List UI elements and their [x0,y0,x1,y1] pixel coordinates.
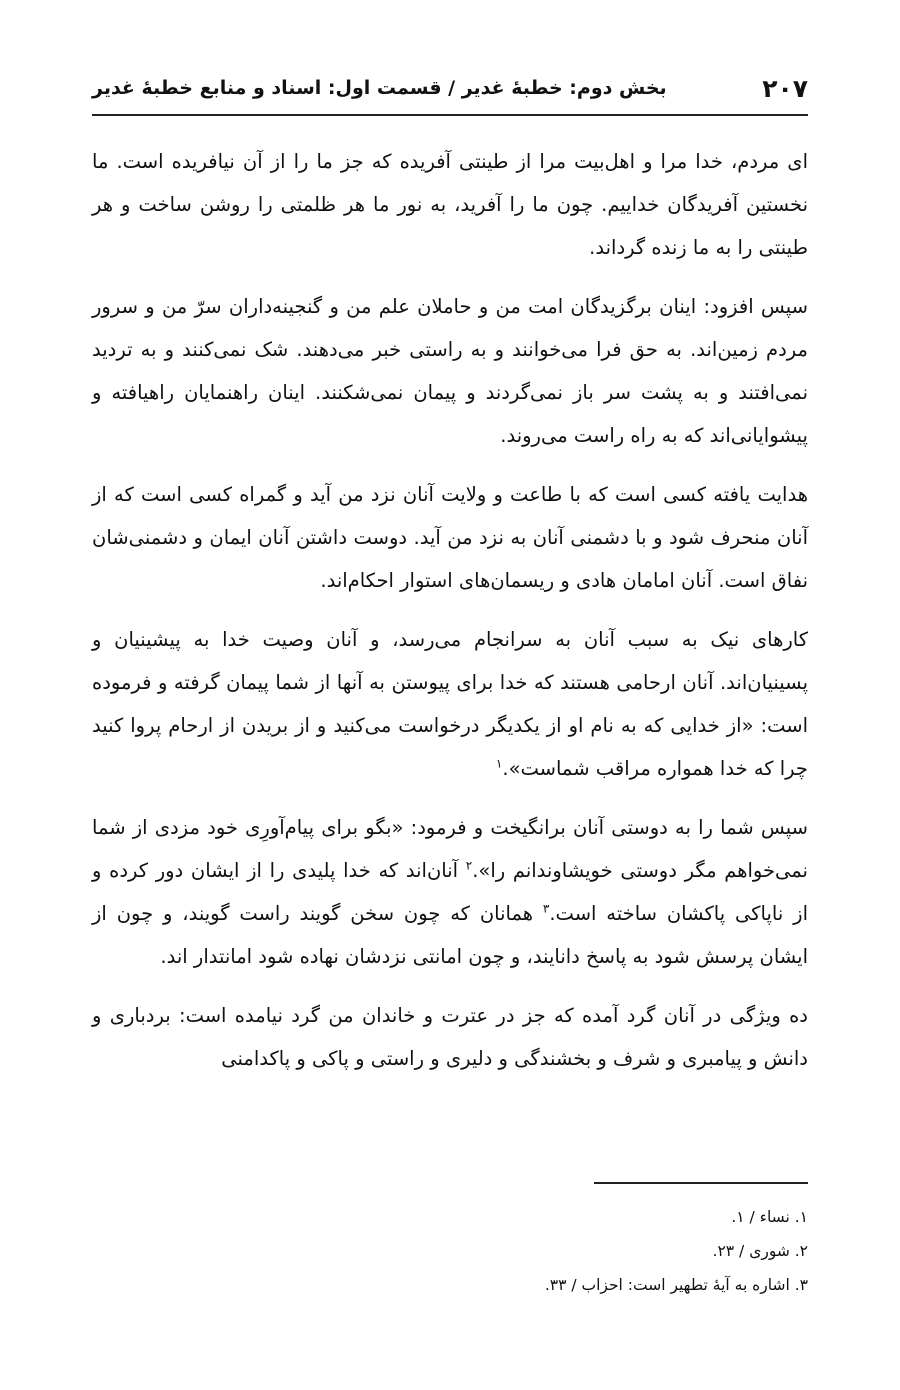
page-header [92,62,808,116]
paragraph-1: ای مردم، خدا مرا و اهل‌بیت مرا از طینتی آفریده که جز ما را از آن نیافریده است. ما نخستین آفریدگان خداییم. چون ما را آفرید، به نور ما هر ظلمتی را روشن ساخت و هر طینتی را به ما زنده گرداند. [92,150,808,259]
paragraph-4: کارهای نیک به سبب آنان به سرانجام می‌رسد، و آنان وصیت خدا به پیشینیان و پسینیان‌اند. آنان ارحامی هستند که خدا برای پیوستن به آنها از شما پیمان گرفته و فرموده است: «از خدایی که به نام او از یکدیگر درخواست می‌کنید و از بریدن از ارحام پروا کنید چرا که خدا همواره مراقب شماست».$^۱$ [92,628,808,780]
footnote-1: ۱. نساء / ۱. [731,1208,808,1226]
footnote-3: ۳. اشاره به آیهٔ تطهیر است: احزاب / ۳۳. [544,1276,808,1294]
footnotes [92,1200,808,1302]
footnote-marker[interactable]: ۱ [495,756,503,771]
footnote-marker[interactable]: ۳ [542,901,550,916]
paragraph-6: ده ویژگی در آنان گرد آمده که جز در عترت و خاندان من گرد نیامده است: بردباری و دانش و پیامبری و شرف و بخشندگی و دلیری و راستی و پاکی و پاکدامنی [92,1004,808,1070]
footnote-marker[interactable]: ۲ [465,858,473,873]
paragraph-5: سپس شما را به دوستی آنان برانگیخت و فرمود: «بگو برای پیام‌آورِی خود مزدی از شما نمی‌خواهم مگر دوستی خویشاوندانم را».$^۲$ آنان‌اند که خدا پلیدی را از ایشان دور کرده و از ناپاکی پاکشان ساخته است.$^۳$ همانان که چون سخن گویند راست گویند، و چون از ایشان پرسش شود به پاسخ دانایند، و چون امانتی نزدشان نهاده شود امانتدار اند. [92,816,808,968]
paragraph-2: سپس افزود: اینان برگزیدگان امت من و حاملان علم من و گنجینه‌داران سرّ من و سرور مردم زمین‌اند. به حق فرا می‌خوانند و به راستی خبر می‌دهند. شک نمی‌کنند و به تردید نمی‌افتند و به پشت سر باز نمی‌گردند و پیمان نمی‌شکنند. اینان راهنمایان راهیافته و پیشوایانی‌اند که به راه راست می‌روند. [92,295,808,447]
footnote-divider [594,1182,808,1184]
page-number: ۲۰۷ [762,73,808,103]
body-text [92,140,808,1096]
running-title: بخش دوم: خطبهٔ غدیر / قسمت اول: اسناد و منابع خطبهٔ غدیر [92,77,667,99]
paragraph-3: هدایت یافته کسی است که با طاعت و ولایت آنان نزد من آید و گمراه کسی است که از آنان منحرف شود و با دشمنی آنان به نزد من آید. دوست داشتن آنان ایمان و دشمنی‌شان نفاق است. آنان امامان هادی و ریسمان‌های استوار احکام‌اند. [92,483,808,592]
footnote-2: ۲. شوری / ۲۳. [712,1242,808,1260]
